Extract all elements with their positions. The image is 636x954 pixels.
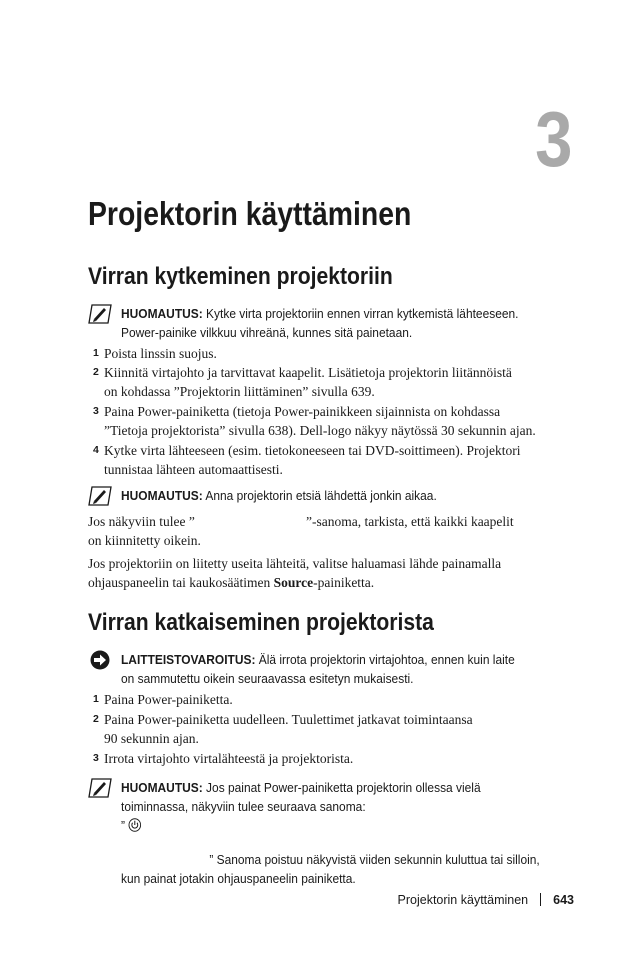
step-number: 1 [93,347,99,359]
step-text: Paina Power-painiketta uudelleen. Tuulettimet jatkavat toimintaansa [104,712,473,727]
paragraph-line: Jos näkyviin tulee ” [88,514,195,529]
note-label: HUOMAUTUS: [121,488,203,503]
note-text-line1: Jos painat Power-painiketta projektorin ollessa vielä [206,780,481,795]
step-number: 3 [93,752,99,764]
step-text: Paina Power-painiketta (tietoja Power-painikkeen sijainnista on kohdassa [104,404,501,419]
note-text: Anna projektorin etsiä lähdettä jonkin aikaa. [205,488,437,503]
source-button-name: Source [273,575,314,590]
step-number: 4 [93,444,99,456]
note-power-on [121,304,591,342]
page-footer [398,893,574,907]
step-number: 2 [93,366,99,378]
caution-label: LAITTEISTOVAROITUS: [121,652,256,667]
footer-title: Projektorin käyttäminen [397,893,529,907]
step-text: Poista linssin suojus. [104,346,217,361]
step-text: 90 sekunnin ajan. [104,731,199,746]
caution-text-line1: Älä irrota projektorin virtajohtoa, ennen kuin laite [258,652,515,667]
paragraph-line: ohjauspaneelin tai kaukosäätimen Source-painiketta. [88,575,375,590]
section-heading-power-on: Virran kytkeminen projektoriin [88,263,393,290]
note-search-source [121,486,591,505]
step-text: tunnistaa lähteen automaattisesti. [104,462,283,477]
step-number: 1 [93,693,99,705]
note-text-line2: toiminnassa, näkyviin tulee seuraava sanoma: [121,799,366,814]
section-heading-power-off: Virran katkaiseminen projektorista [88,609,434,636]
note-text-line2: Power-painike vilkkuu vihreänä, kunnes sitä painetaan. [121,325,413,340]
step-text: on kohdassa ”Projektorin liittäminen” sivulla 639. [104,384,375,399]
caution-arrow-icon [90,650,110,670]
chapter-title: Projektorin käyttäminen [88,195,412,232]
note-power-off-message [121,778,591,835]
step-text: Paina Power-painiketta. [104,692,233,707]
note-pencil-icon [88,486,112,506]
note-text-line4: ” Sanoma poistuu näkyvistä viiden sekunnin kuluttua tai silloin, [209,852,540,867]
note-label: HUOMAUTUS: [121,780,203,795]
step-text: ”Tietoja projektorista” sivulla 638). Dell-logo näkyy näytössä 30 sekunnin ajan. [104,423,536,438]
note-pencil-icon [88,304,112,324]
note-text-line5: kun painat jotakin ohjauspaneelin painiketta. [121,871,356,886]
page-number: 643 [553,893,574,907]
step-number: 2 [93,713,99,725]
note-text-line3: ” [121,816,553,835]
note-text-line1: Kytke virta projektoriin ennen virran kytkemistä lähteeseen. [206,306,519,321]
paragraph-line: Jos projektoriin on liitetty useita lähteitä, valitse haluamasi lähde painamalla [88,556,502,571]
step-number: 3 [93,405,99,417]
chapter-number: 3 [534,95,572,183]
step-text: Irrota virtajohto virtalähteestä ja projektorista. [104,751,354,766]
power-icon [129,818,142,832]
footer-separator [540,893,541,906]
paragraph-line: on kiinnitetty oikein. [88,533,201,548]
note-label: HUOMAUTUS: [121,306,203,321]
caution-power-off [121,650,591,688]
caution-text-line2: on sammutettu oikein seuraavassa esitetyn mukaisesti. [121,671,414,686]
step-text: Kiinnitä virtajohto ja tarvittavat kaapelit. Lisätietoja projektorin liitännöistä [104,365,512,380]
paragraph-line: ”-sanoma, tarkista, että kaikki kaapelit [306,514,514,529]
step-text: Kytke virta lähteeseen (esim. tietokoneeseen tai DVD-soittimeen). Projektori [104,443,521,458]
note-pencil-icon [88,778,112,798]
note-power-off-message-continued [121,850,591,888]
